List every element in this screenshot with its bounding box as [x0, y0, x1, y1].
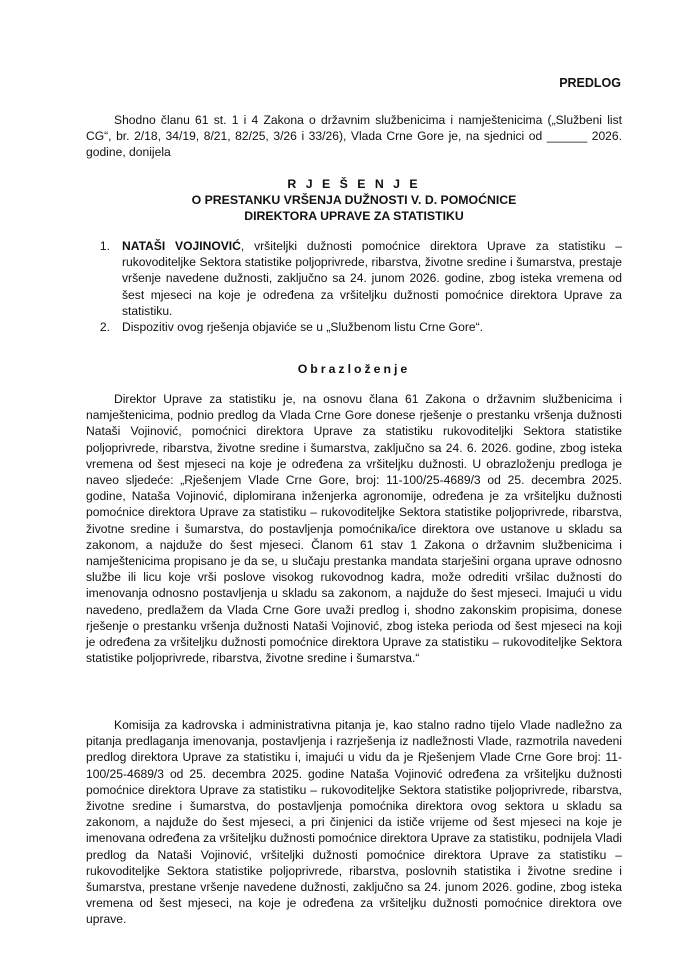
title-line-2: O PRESTANKU VRŠENJA DUŽNOSTI V. D. POMOĆNICE	[191, 193, 517, 207]
proposal-label: PREDLOG	[559, 76, 621, 90]
decision-title	[86, 176, 622, 224]
body-paragraph-1: Direktor Uprave za statistiku je, na osnovu člana 61 Zakona o državnim službenicima i namještenicima, podnio predlog da Vlada Crne Gore donese rješenje o prestanku vršenja dužnosti Nataši Vojinović, pomoćnici direktora Uprave za statistiku rukovoditeljki Sektora statistike poljoprivrede, ribarstva, životne sredine i šumarstva, zaključno sa 24. 6. 2026. godine, zbog isteka vremena od šest mjeseci na koje je određena za vršiteljku dužnosti. U obrazloženju predloga je naveo sljedeće: „Rješenjem Vlade Crne Gore, broj: 11-100/25-4689/3 od 25. decembra 2025. godine, Nataša Vojinović, diplomirana inženjerka agronomije, određena je za vršiteljku dužnosti pomoćnice direktora Uprave za statistiku – rukovoditeljke Sektora statistike poljoprivrede, ribarstva, životne sredine i šumarstva, do postavljenja pomoćnika/ice direktora ove ustanove u skladu sa zakonom, a najduže do šest mjeseci. Članom 61 stav 1 Zakona o državnim službenicima i namještenicima propisano je da se, u slučaju prestanka mandata starješini organa uprave odnosno službe ili licu koje vrši poslove visokog rukovodnog kadra, može odrediti vršilac dužnosti do imenovanja odnosno postavljenja u skladu sa zakonom, a najduže do šest mjeseci. Imajući u vidu navedeno, predlažem da Vlada Crne Gore uvaži predlog i, shodno zakonskim propisima, donese rješenje o prestanku vršenja dužnosti Nataši Vojinović, zbog isteka perioda od šest mjeseci na koji je određena za vršiteljku dužnosti pomoćnice direktora Uprave za statistiku – rukovoditeljke Sektora statistike poljoprivrede, ribarstva, životne sredine i šumarstva.“	[86, 392, 622, 666]
item-number: 2.	[99, 320, 110, 335]
list-item	[86, 238, 622, 319]
section-heading: Obrazloženje	[297, 362, 411, 376]
decision-items	[86, 238, 622, 335]
item-text: Dispozitiv ovog rješenja objaviće se u „Službenom listu Crne Gore“.	[122, 320, 483, 335]
item-text: , vršiteljki dužnosti pomoćnice direktora Uprave za statistiku – rukovoditeljke Sektora statistike poljoprivrede, ribarstva, životne sredine i šumarstva, prestaje vršenje navedene dužnosti, zaključno sa 24. junom 2026. godine, zbog isteka vremena od šest mjeseci na koje je određena za vršiteljku dužnosti pomoćnice direktora Uprave za statistiku.	[122, 239, 622, 318]
title-line-1: R J E Š E N J E	[287, 177, 421, 191]
list-item	[86, 319, 622, 335]
title-line-3: DIREKTORA UPRAVE ZA STATISTIKU	[244, 209, 464, 223]
item-number: 1.	[99, 239, 110, 253]
person-name: NATAŠI VOJINOVIĆ	[122, 239, 241, 253]
intro-paragraph: Shodno članu 61 st. 1 i 4 Zakona o državnim službenicima i namještenicima („Službeni list CG“, br. 2/18, 34/19, 8/21, 82/25, 3/26 i 33/26), Vlada Crne Gore je, na sjednici od ______ 2026. godine, donijela	[86, 113, 622, 160]
body-paragraph-2: Komisija za kadrovska i administrativna pitanja je, kao stalno radno tijelo Vlade nadležno za pitanja predlaganja imenovanja, postavljenja i razrješenja iz nadležnosti Vlade, razmotrila navedeni predlog direktora Uprave za statistiku i, imajući u vidu da je Rješenjem Vlade Crne Gore broj: 11-100/25-4689/3 od 25. decembra 2025. godine Nataša Vojinović određena za vršiteljku dužnosti pomoćnice direktora Uprave za statistiku – rukovoditeljke Sektora statistike poljoprivrede, ribarstva, životne sredine i šumarstva, do postavljenja pomoćnika direktora ovog sektora u skladu sa zakonom, a najduže do šest mjeseci, a pri činjenici da ističe vrijeme od šest mjeseci na koje je imenovana određena za vršiteljku dužnosti pomoćnice direktora Uprave za statistiku, podnijela Vladi predlog da Nataši Vojinović, vršiteljki dužnosti pomoćnice direktora Uprave za statistiku – rukovoditeljke Sektora statistike poljoprivrede, ribarstva, poslovnih statistika i životne sredine i šumarstva, prestane vršenje navedene dužnosti, zaključno sa 24. junom 2026. godine, zbog isteka vremena od šest mjeseci, na koje je određena za vršiteljku dužnosti pomoćnice direktora ove uprave.	[86, 718, 622, 927]
